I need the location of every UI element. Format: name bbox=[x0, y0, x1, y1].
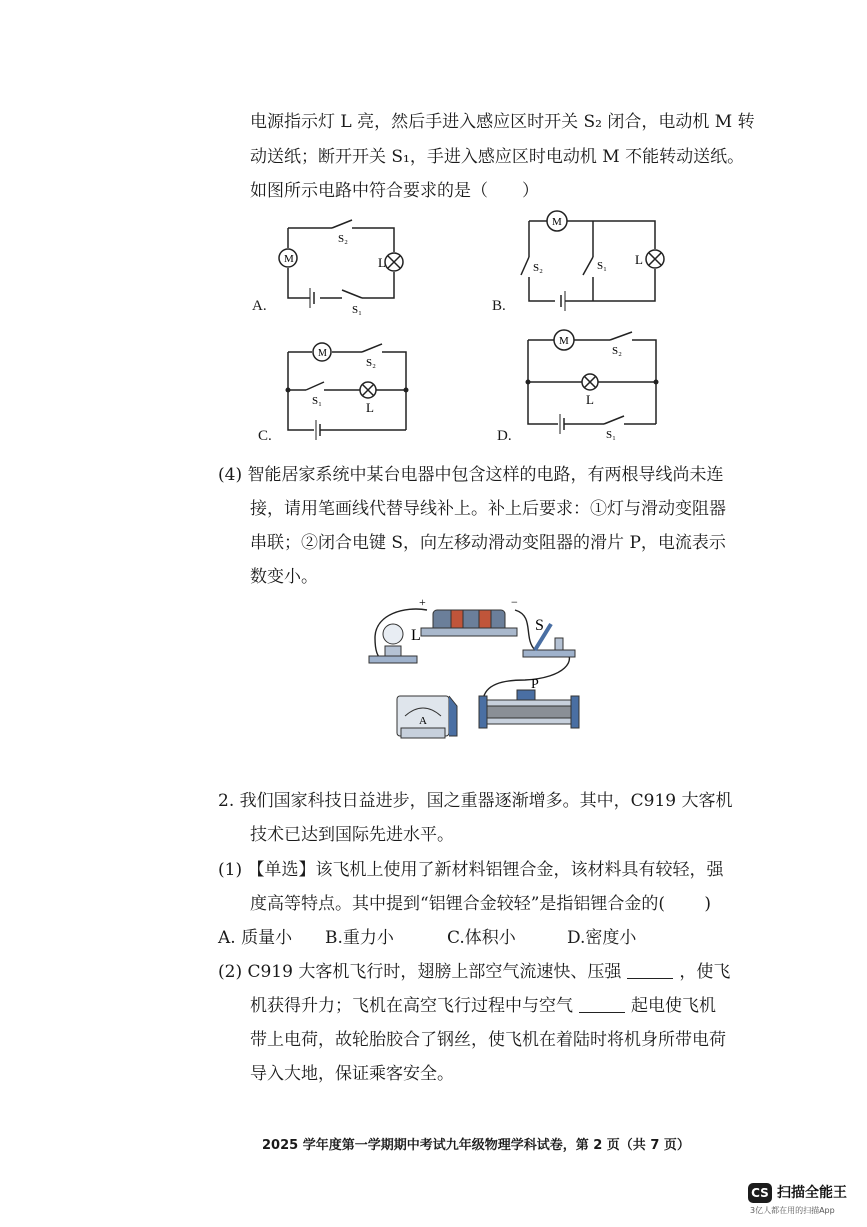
circuit-d-lamp-label: L bbox=[586, 392, 594, 407]
apparatus-illustration bbox=[355, 588, 585, 748]
q2-p2-line1-text-a: (2) C919 大客机飞行时，翅膀上部空气流速快、压强 bbox=[218, 962, 622, 982]
q2-p2-line1 bbox=[218, 960, 730, 984]
circuit-b-lamp-label: L bbox=[635, 252, 643, 267]
q2-p2-line4: 导入大地，保证乘客安全。 bbox=[250, 1064, 454, 1084]
q2-p2-line2-text-a: 机获得升力；飞机在高空飞行过程中与空气 bbox=[250, 996, 573, 1016]
lamp-L-label: L bbox=[411, 627, 421, 644]
circuit-c-lamp-label: L bbox=[366, 400, 374, 415]
switch-S-label: S bbox=[535, 617, 544, 634]
option-a-label: A. bbox=[252, 298, 267, 314]
battery-plus: + bbox=[419, 595, 426, 609]
option-c-label: C. bbox=[258, 428, 272, 444]
answer-blank-1[interactable] bbox=[627, 962, 673, 979]
q2-p2-line1-text-b: ，使飞 bbox=[679, 962, 731, 982]
q1-stem-line3: 如图所示电路中符合要求的是（ ） bbox=[250, 181, 539, 201]
option-d-label: D. bbox=[497, 428, 512, 444]
q1-stem-line2: 动送纸；断开开关 S₁，手进入感应区时电动机 M 不能转动送纸。 bbox=[250, 147, 745, 167]
rheostat-icon bbox=[479, 690, 579, 728]
ammeter-icon bbox=[397, 696, 457, 738]
q1-stem-line1: 电源指示灯 L 亮，然后手进入感应区时开关 S₂ 闭合，电动机 M 转 bbox=[250, 112, 755, 132]
circuit-d-motor: M bbox=[559, 335, 569, 347]
q2-p2-line2-text-b: 起电使飞机 bbox=[631, 996, 716, 1016]
circuit-c-s1: S₁ bbox=[312, 395, 322, 407]
rheostat-P-label: P bbox=[531, 677, 539, 692]
battery-icon bbox=[421, 610, 517, 636]
q2-option-a: A. 质量小 bbox=[218, 928, 293, 948]
q4-line4: 数变小。 bbox=[250, 567, 318, 587]
circuit-d-s2: S₂ bbox=[612, 345, 622, 357]
page-footer: 2025 学年度第一学期期中考试九年级物理学科试卷，第 2 页（共 7 页） bbox=[262, 1138, 690, 1153]
battery-minus: − bbox=[511, 595, 518, 609]
circuit-a-s1: S₁ bbox=[352, 304, 362, 316]
q2-p2-line3: 带上电荷，故轮胎胶合了钢丝，使飞机在着陆时将机身所带电荷 bbox=[250, 1030, 726, 1050]
answer-blank-2[interactable] bbox=[579, 996, 625, 1013]
circuit-a-lamp-label: L bbox=[378, 255, 386, 270]
q2-p2-line2 bbox=[250, 994, 716, 1018]
switch-icon bbox=[523, 624, 575, 657]
q2-p1-line1: (1) 【单选】该飞机上使用了新材料铝锂合金，该材料具有较轻，强 bbox=[218, 860, 724, 880]
circuit-b-motor: M bbox=[552, 216, 562, 228]
circuit-b-diagram bbox=[515, 205, 675, 315]
circuit-c-motor: M bbox=[318, 348, 327, 359]
camscanner-tagline: 3亿人都在用的扫描App bbox=[750, 1206, 835, 1215]
q2-p1-line2: 度高等特点。其中提到“铝锂合金较轻”是指铝锂合金的( ) bbox=[250, 894, 712, 914]
circuit-b-s2: S₂ bbox=[533, 262, 543, 274]
circuit-d-diagram bbox=[520, 330, 670, 440]
q2-line2: 技术已达到国际先进水平。 bbox=[250, 825, 454, 845]
circuit-b-s1: S₁ bbox=[597, 260, 607, 272]
q2-line1: 2. 我们国家科技日益进步，国之重器逐渐增多。其中，C919 大客机 bbox=[218, 791, 733, 811]
circuit-c-diagram bbox=[280, 340, 420, 440]
q2-option-d: D.密度小 bbox=[567, 928, 637, 948]
circuit-a-diagram bbox=[270, 210, 420, 320]
circuit-a-s2: S₂ bbox=[338, 233, 348, 245]
ammeter-A-label: A bbox=[419, 715, 427, 727]
camscanner-logo-icon: CS bbox=[748, 1183, 772, 1203]
q4-line3: 串联；②闭合电键 S，向左移动滑动变阻器的滑片 P，电流表示 bbox=[250, 533, 726, 553]
circuit-c-s2: S₂ bbox=[366, 357, 376, 369]
circuit-a-motor: M bbox=[284, 253, 294, 265]
q4-line1: (4) 智能居家系统中某台电器中包含这样的电路，有两根导线尚未连 bbox=[218, 465, 724, 485]
q4-line2: 接，请用笔画线代替导线补上。补上后要求：①灯与滑动变阻器 bbox=[250, 499, 726, 519]
camscanner-name: 扫描全能王 bbox=[777, 1185, 847, 1201]
option-b-label: B. bbox=[492, 298, 506, 314]
q2-option-b: B.重力小 bbox=[325, 928, 394, 948]
q2-option-c: C.体积小 bbox=[447, 928, 516, 948]
circuit-d-s1: S₁ bbox=[606, 429, 616, 441]
